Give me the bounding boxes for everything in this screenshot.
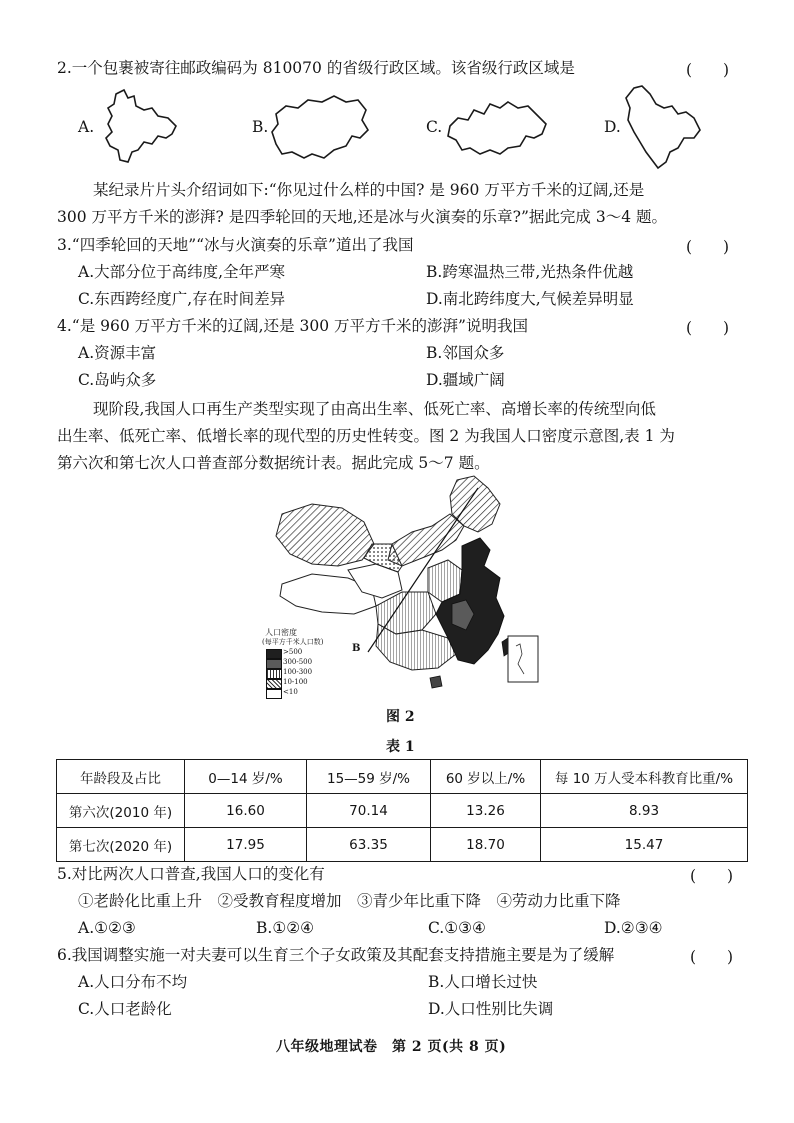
q5-option-a[interactable]: A.①②③	[78, 919, 136, 937]
intro-5-7-line3: 第六次和第七次人口普查部分数据统计表。据此完成 5～7 题。	[57, 454, 490, 472]
page-footer: 八年级地理试卷 第 2 页(共 8 页)	[276, 1039, 507, 1055]
heilongjiang-outline-icon	[620, 82, 704, 172]
q4-option-d[interactable]: D.疆域广阔	[426, 371, 505, 389]
table-header-row	[57, 760, 748, 794]
q2-option-c-label[interactable]: C.	[426, 118, 443, 136]
intro-3-4-line2: 300 万平方千米的澎湃? 是四季轮回的天地,还是冰与火演奏的乐章?”据此完成 3～4 题。	[57, 208, 667, 226]
q3-stem: 3.“四季轮回的天地”“冰与火演奏的乐章”道出了我国	[57, 236, 414, 254]
intro-3-4-line1: 某纪录片片头介绍词如下:“你见过什么样的中国? 是 960 万平方千米的辽阔,还是	[93, 181, 645, 199]
hubei-outline-icon	[444, 96, 550, 160]
table-cell: 第六次(2010 年)	[57, 794, 185, 828]
q6-option-d[interactable]: D.人口性别比失调	[428, 1000, 554, 1018]
figure-2-caption: 图 2	[386, 709, 415, 725]
table-header-cell: 60 岁以上/%	[431, 760, 541, 794]
legend-label-10: 10-100	[283, 678, 308, 686]
legend-swatch-500	[266, 649, 282, 659]
q3-option-d[interactable]: D.南北跨纬度大,气候差异明显	[426, 290, 634, 308]
q3-answer-blank[interactable]: ( )	[686, 238, 730, 256]
legend-label-300: 300-500	[283, 658, 313, 666]
table-cell: 18.70	[431, 828, 541, 862]
table-header-cell: 每 10 万人受本科教育比重/%	[541, 760, 748, 794]
q5-stem: 5.对比两次人口普查,我国人口的变化有	[57, 865, 325, 883]
legend-label-lt10: <10	[283, 688, 298, 696]
table-cell: 17.95	[185, 828, 307, 862]
census-table	[56, 759, 748, 862]
q6-stem: 6.我国调整实施一对夫妻可以生育三个子女政策及其配套支持措施主要是为了缓解	[57, 946, 615, 964]
legend-swatch-lt10	[266, 689, 282, 699]
yunnan-outline-icon	[96, 88, 182, 168]
q3-option-b[interactable]: B.跨寒温热三带,光热条件优越	[426, 263, 634, 281]
q5-answer-blank[interactable]: ( )	[690, 867, 734, 885]
intro-5-7-line2: 出生率、低死亡率、低增长率的现代型的历史性转变。图 2 为我国人口密度示意图,表 1 为	[57, 427, 675, 445]
legend-label-100: 100-300	[283, 668, 313, 676]
q6-option-a[interactable]: A.人口分布不均	[78, 973, 188, 991]
table-1-caption: 表 1	[386, 739, 415, 755]
q5-option-b[interactable]: B.①②④	[256, 919, 315, 937]
q3-option-c[interactable]: C.东西跨经度广,存在时间差异	[78, 290, 286, 308]
map-legend-subtitle: (每平方千米人口数)	[262, 638, 324, 646]
q2-option-d-label[interactable]: D.	[604, 118, 621, 136]
table-cell: 第七次(2020 年)	[57, 828, 185, 862]
q5-option-d[interactable]: D.②③④	[604, 919, 663, 937]
q6-option-c[interactable]: C.人口老龄化	[78, 1000, 172, 1018]
q5-statements: ①老龄化比重上升 ②受教育程度增加 ③青少年比重下降 ④劳动力比重下降	[78, 892, 621, 910]
table-cell: 16.60	[185, 794, 307, 828]
q6-option-b[interactable]: B.人口增长过快	[428, 973, 538, 991]
table-header-cell: 0—14 岁/%	[185, 760, 307, 794]
table-row	[57, 828, 748, 862]
q4-option-c[interactable]: C.岛屿众多	[78, 371, 157, 389]
q2-option-b-label[interactable]: B.	[252, 118, 269, 136]
q4-option-a[interactable]: A.资源丰富	[78, 344, 157, 362]
q5-option-c[interactable]: C.①③④	[428, 919, 486, 937]
table-cell: 15.47	[541, 828, 748, 862]
table-row	[57, 794, 748, 828]
legend-swatch-300	[266, 659, 282, 669]
q2-answer-blank[interactable]: ( )	[686, 61, 730, 79]
table-header-cell: 年龄段及占比	[57, 760, 185, 794]
q2-option-a-label[interactable]: A.	[78, 118, 95, 136]
intro-5-7-line1: 现阶段,我国人口再生产类型实现了由高出生率、低死亡率、高增长率的传统型向低	[93, 400, 656, 418]
table-header-cell: 15—59 岁/%	[307, 760, 431, 794]
legend-swatch-10	[266, 679, 282, 689]
table-cell: 13.26	[431, 794, 541, 828]
q4-answer-blank[interactable]: ( )	[686, 319, 730, 337]
map-point-b: B	[352, 643, 361, 654]
q6-answer-blank[interactable]: ( )	[690, 948, 734, 966]
table-cell: 70.14	[307, 794, 431, 828]
table-cell: 8.93	[541, 794, 748, 828]
q4-stem: 4.“是 960 万平方千米的辽阔,还是 300 万平方千米的澎湃”说明我国	[57, 317, 528, 335]
map-legend-title: 人口密度	[265, 628, 297, 637]
legend-label-500: >500	[283, 648, 303, 656]
q2-stem: 2.一个包裹被寄往邮政编码为 810070 的省级行政区域。该省级行政区域是	[57, 59, 575, 77]
qinghai-outline-icon	[268, 92, 372, 164]
q3-option-a[interactable]: A.大部分位于高纬度,全年严寒	[78, 263, 286, 281]
legend-swatch-100	[266, 669, 282, 679]
q4-option-b[interactable]: B.邻国众多	[426, 344, 505, 362]
table-cell: 63.35	[307, 828, 431, 862]
